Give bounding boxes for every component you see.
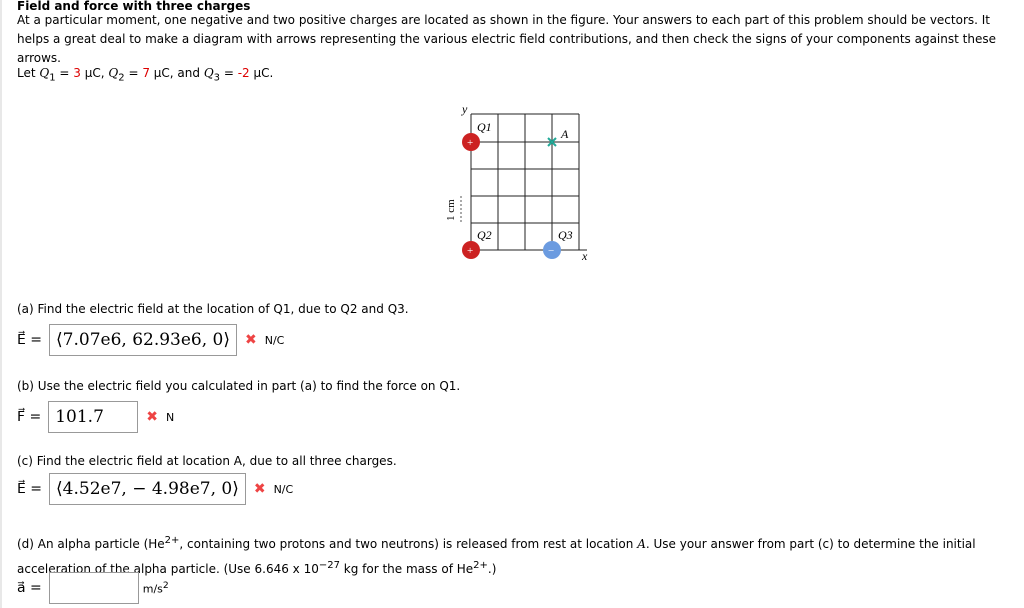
charge-figure bbox=[430, 95, 600, 265]
answer-row-d bbox=[17, 572, 169, 604]
question-c: (c) Find the electric field at location A, due to all three charges. bbox=[17, 454, 397, 468]
incorrect-icon: ✖ bbox=[253, 481, 266, 497]
e-vector-symbol: E⃗ = bbox=[17, 332, 43, 348]
answer-c-input[interactable]: ⟨4.52e7, − 4.98e7, 0⟩ bbox=[49, 473, 246, 505]
given-values: Let $Q_1 = 3$ μC, $Q_2 = 7$ μC, and $Q_3 = -2$ μC. bbox=[17, 66, 274, 84]
problem-title: Field and force with three charges bbox=[17, 0, 251, 13]
question-d: (d) An alpha particle ($He^{2+}$, containing two protons and two neutrons) is released from rest at location A. Use your answer from part (c) to determine the initial acceleration of the alpha particle. (Use 6.646 x $10^{-27}$ kg for the mass of $He^{2+}$.) bbox=[17, 535, 976, 576]
q1-label: Q1 bbox=[477, 120, 492, 134]
answer-d-input[interactable] bbox=[49, 572, 139, 604]
unit-label: N/C bbox=[264, 333, 285, 347]
unit-label: N bbox=[165, 410, 175, 424]
x-axis-label: x bbox=[582, 249, 588, 263]
f-vector-symbol: F⃗ = bbox=[17, 409, 42, 425]
answer-row-b bbox=[17, 401, 174, 433]
q3-label: Q3 bbox=[558, 228, 573, 242]
answer-a-input[interactable]: ⟨7.07e6, 62.93e6, 0⟩ bbox=[49, 324, 237, 356]
q2-label: Q2 bbox=[477, 228, 492, 242]
answer-row-c bbox=[17, 473, 293, 505]
answer-row-a bbox=[17, 324, 284, 356]
incorrect-icon: ✖ bbox=[146, 409, 158, 425]
incorrect-icon: ✖ bbox=[245, 332, 257, 348]
question-b: (b) Use the electric field you calculated in part (a) to find the force on Q1. bbox=[17, 379, 461, 393]
unit-label: $m/s^2$ bbox=[142, 580, 169, 596]
question-a: (a) Find the electric field at the location of Q1, due to Q2 and Q3. bbox=[17, 302, 409, 316]
point-a-label: A bbox=[561, 127, 569, 141]
svg-text:+: + bbox=[467, 137, 474, 149]
problem-intro: At a particular moment, one negative and two positive charges are located as shown in the figure. Your answers to each part of this problem should be vectors. It helps a great deal to make a diagram with arrows representing the various electric field contributions, and then check the signs of your components against these arrows. bbox=[17, 13, 996, 65]
scale-label: 1 cm bbox=[445, 199, 457, 221]
answer-b-input[interactable]: 101.7 bbox=[48, 401, 138, 433]
svg-text:+: + bbox=[467, 245, 474, 257]
y-axis-label: y bbox=[462, 102, 468, 116]
e-vector-symbol: E⃗ = bbox=[17, 481, 43, 497]
a-vector-symbol: a⃗ = bbox=[17, 580, 42, 596]
svg-text:−: − bbox=[548, 245, 555, 257]
unit-label: N/C bbox=[273, 482, 294, 496]
left-border bbox=[0, 0, 2, 608]
